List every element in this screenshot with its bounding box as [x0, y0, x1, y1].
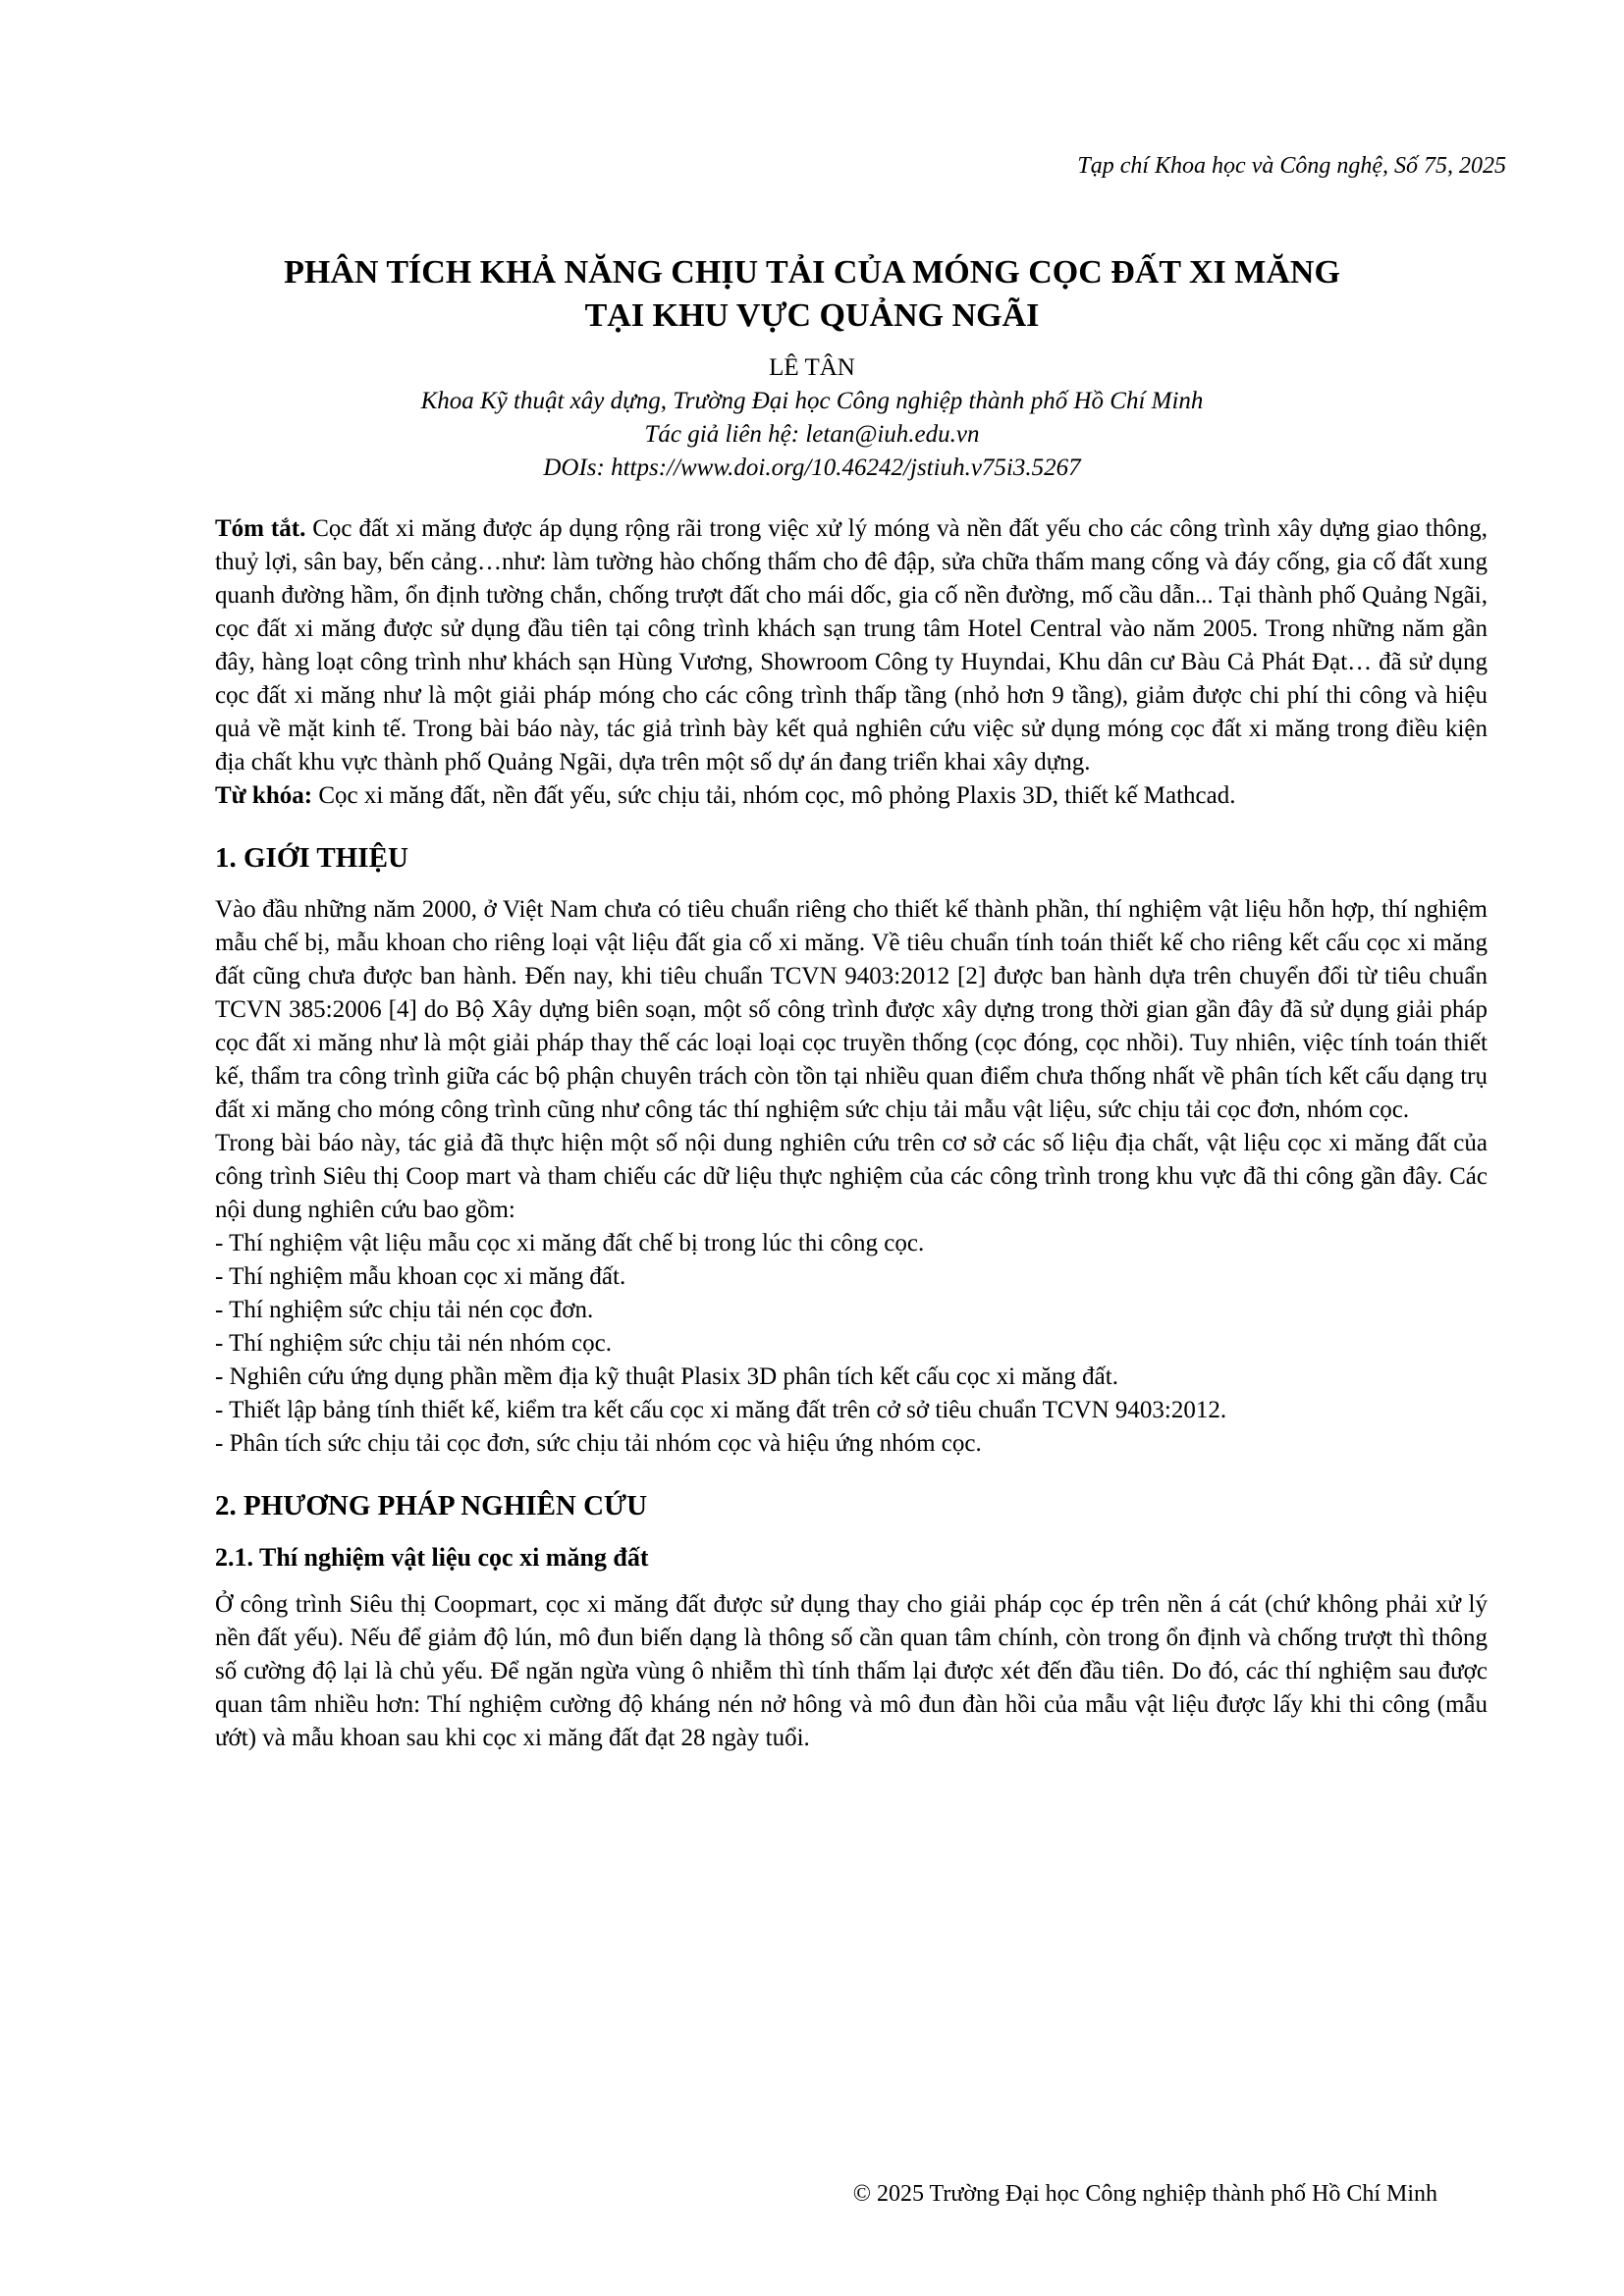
list-item: - Thí nghiệm vật liệu mẫu cọc xi măng đất chế bị trong lúc thi công cọc.: [215, 1230, 925, 1256]
keywords-label: Từ khóa:: [215, 782, 313, 809]
section-2-title: PHƯƠNG PHÁP NGHIÊN CỨU: [244, 1490, 648, 1522]
section-2-number: 2.: [215, 1490, 237, 1522]
title-line-1: PHÂN TÍCH KHẢ NĂNG CHỊU TẢI CỦA MÓNG CỌC ĐẤT XI MĂNG: [284, 254, 1340, 291]
paper-title: [118, 251, 1506, 338]
abstract-text: Cọc đất xi măng được áp dụng rộng rãi trong việc xử lý móng và nền đất yếu cho các công trình xây dựng giao thông, thuỷ lợi, sân bay, bến cảng…như: làm tường hào chống thấm cho đê đập, sửa chữa thấm mang cống và đáy cống, gia cố đất xung quanh đường hầm, ổn định tường chắn, chống trượt đất cho mái dốc, gia cố nền đường, mố cầu dẫn... Tại thành phố Quảng Ngãi, cọc đất xi măng được sử dụng đầu tiên tại công trình khách sạn trung tâm Hotel Central vào năm 2005. Trong những năm gần đây, hàng loạt công trình như khách sạn Hùng Vương, Showroom Công ty Huyndai, Khu dân cư Bàu Cả Phát Đạt… đã sử dụng cọc đất xi măng như là một giải pháp móng cho các công trình thấp tầng (nhỏ hơn 9 tầng), giảm được chi phí thi công và hiệu quả về mặt kinh tế. Trong bài báo này, tác giả trình bày kết quả nghiên cứu việc sử dụng móng cọc đất xi măng trong điều kiện địa chất khu vực thành phố Quảng Ngãi, dựa trên một số dự án đang triển khai xây dựng.: [215, 515, 1489, 775]
section-1-number: 1.: [215, 842, 237, 874]
list-item: - Thí nghiệm mẫu khoan cọc xi măng đất.: [215, 1263, 626, 1290]
footer-copyright: © 2025 Trường Đại học Công nghiệp thành phố Hồ Chí Minh: [852, 2181, 1437, 2207]
section-1-paragraph-1: Vào đầu những năm 2000, ở Việt Nam chưa có tiêu chuẩn riêng cho thiết kế thành phần, thí nghiệm vật liệu hỗn hợp, thí nghiệm mẫu chế bị, mẫu khoan cho riêng loại vật liệu đất gia cố xi măng. Về tiêu chuẩn tính toán thiết kế cho riêng kết cấu cọc xi măng đất cũng chưa được ban hành. Đến nay, khi tiêu chuẩn TCVN 9403:2012 [2] được ban hành dựa trên chuyển đổi từ tiêu chuẩn TCVN 385:2006 [4] do Bộ Xây dựng biên soạn, một số công trình được xây dựng trong thời gian gần đây đã sử dụng giải pháp cọc đất xi măng như là một giải pháp thay thế các loại loại cọc truyền thống (cọc đóng, cọc nhồi). Tuy nhiên, việc tính toán thiết kế, thẩm tra công trình giữa các bộ phận chuyên trách còn tồn tại nhiều quan điểm chưa thống nhất về phân tích kết cấu dạng trụ đất xi măng cho móng công trình cũng như công tác thí nghiệm sức chịu tải mẫu vật liệu, sức chịu tải cọc đơn, nhóm cọc.: [215, 896, 1488, 1123]
keywords: [215, 779, 1488, 813]
keywords-text: Cọc xi măng đất, nền đất yếu, sức chịu tải, nhóm cọc, mô phỏng Plaxis 3D, thiết kế Mathcad.: [318, 782, 1236, 809]
list-item: - Thí nghiệm sức chịu tải nén nhóm cọc.: [215, 1330, 612, 1357]
subsection-2-1-title: Thí nghiệm vật liệu cọc xi măng đất: [259, 1543, 649, 1572]
list-item: - Nghiên cứu ứng dụng phần mềm địa kỹ thuật Plasix 3D phân tích kết cấu cọc xi măng đất.: [215, 1363, 1118, 1390]
section-1-paragraph-2: Trong bài báo này, tác giả đã thực hiện một số nội dung nghiên cứu trên cơ sở các số liệu địa chất, vật liệu cọc xi măng đất của công trình Siêu thị Coop mart và tham chiếu các dữ liệu thực nghiệm của các công trình trong khu vực đã thi công gần đây. Các nội dung nghiên cứu bao gồm:: [215, 1130, 1488, 1223]
abstract-label: Tóm tắt.: [215, 515, 306, 542]
doi: DOIs: https://www.doi.org/10.46242/jstiuh.v75i3.5267: [543, 454, 1081, 481]
affiliation: Khoa Kỹ thuật xây dựng, Trường Đại học Công nghiệp thành phố Hồ Chí Minh: [420, 388, 1204, 414]
list-item: - Thiết lập bảng tính thiết kế, kiểm tra kết cấu cọc xi măng đất trên cở sở tiêu chuẩn TCVN 9403:2012.: [215, 1397, 1227, 1423]
subsection-2-1-number: 2.1.: [215, 1543, 253, 1572]
research-items-list: [215, 1227, 1488, 1461]
section-1-heading: [215, 840, 1488, 876]
author-name: LÊ TÂN: [769, 354, 855, 381]
section-1-title: GIỚI THIỆU: [244, 842, 408, 874]
body-content: [215, 512, 1488, 1755]
title-line-2: TẠI KHU VỰC QUẢNG NGÃI: [584, 297, 1040, 334]
subsection-2-1-paragraph: Ở công trình Siêu thị Coopmart, cọc xi măng đất được sử dụng thay cho giải pháp cọc ép trên nền á cát (chứ không phải xử lý nền đất yếu). Nếu để giảm độ lún, mô đun biến dạng là thông số cần quan tâm chính, còn trong ổn định và chống trượt thì thông số cường độ lại là chủ yếu. Để ngăn ngừa vùng ô nhiễm thì tính thấm lại được xét đến đầu tiên. Do đó, các thí nghiệm sau được quan tâm nhiều hơn: Thí nghiệm cường độ kháng nén nở hông và mô đun đàn hồi của mẫu vật liệu được lấy khi thi công (mẫu ướt) và mẫu khoan sau khi cọc xi măng đất đạt 28 ngày tuổi.: [215, 1591, 1488, 1751]
subsection-2-1-heading: [215, 1541, 1488, 1575]
corresponding-author: Tác giả liên hệ: letan@iuh.edu.vn: [644, 421, 980, 448]
list-item: - Phân tích sức chịu tải cọc đơn, sức chịu tải nhóm cọc và hiệu ứng nhóm cọc.: [215, 1430, 982, 1457]
title-block: [118, 251, 1506, 485]
abstract: [215, 512, 1488, 779]
section-2-heading: [215, 1488, 1488, 1523]
list-item: - Thí nghiệm sức chịu tải nén cọc đơn.: [215, 1297, 594, 1323]
running-header: Tạp chí Khoa học và Công nghệ, Số 75, 2025: [1077, 153, 1506, 179]
